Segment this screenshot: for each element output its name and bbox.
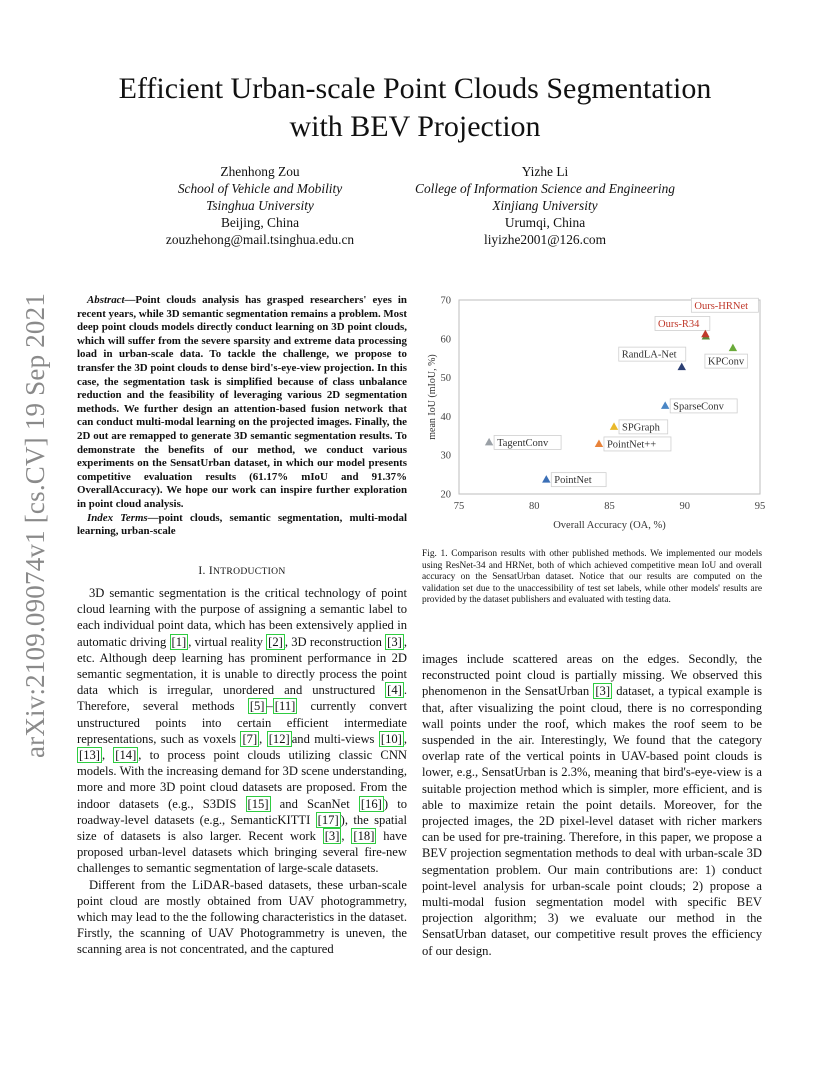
author-city: Urumqi, China — [504, 215, 586, 230]
section-first: I — [208, 565, 214, 577]
data-point-label — [551, 473, 606, 487]
data-point-marker — [595, 439, 603, 447]
intro-paragraph-3: images include scattered areas on the edges. Secondly, the reconstructed point cloud is partially missing. We observed this phenomenon in the SensatUrban [3] dataset, a typical example is that, after visualizing the point cloud, there is no corresponding wall points under the roof, which makes the roof seem to be suspended in the air. Interestingly, We found that the category overlap rate of the vertical points in UAV-based point clouds is lower, e.g., SensatUrban is 2.3%, meaning that bird's-eye-view is a suitable projection method which is simpler, more efficient, and is able to maximize retain the point details. Moreover, for the projected images, the 2D pixel-level dataset with richer markers can be used for pre-training. Therefore, in this paper, we propose a BEV projection segmentation methods to deal with urban-scale 3D segmentation problem. Our main contributions are: 1) conduct point-level analysis for urban-scale point clouds; 2) propose a multi-modal fusion segmentation model with specific BEV projection algorithm; 3) we evaluate our method in the SensatUrban dataset, our competitive result proves the efficiency of our design. — [422, 652, 762, 958]
data-point-label-text: SparseConv — [673, 401, 724, 413]
citation-link[interactable]: [10] — [380, 731, 402, 746]
data-point-label-text: Ours-HRNet — [694, 300, 749, 312]
citation-link[interactable]: [12] — [268, 731, 290, 746]
section-heading — [77, 565, 407, 577]
section-num: I. — [198, 565, 209, 577]
y-tick-label: 60 — [440, 334, 451, 346]
author-city: Beijing, China — [220, 215, 300, 230]
intro-paragraph-2: Different from the LiDAR-based datasets, these urban-scale point cloud are mostly obtained from UAV photogrammetry, which may lead to the the following characteristics in the dataset. Firstly, the scanning of UAV Photogrammetry is uneven, the scanning area is not concentrated, and the captured — [77, 877, 407, 957]
data-point-marker — [610, 422, 618, 430]
arxiv-sidebar — [20, 290, 52, 760]
citation-link[interactable]: [7] — [242, 731, 258, 746]
x-tick-label: 90 — [679, 501, 690, 512]
index-terms-lead: Index Terms — [87, 511, 148, 524]
data-point-label-text: RandLA-Net — [621, 349, 677, 361]
author-name: Zhenhong Zou — [220, 164, 300, 179]
data-point-label — [604, 437, 671, 451]
x-tick-label: 75 — [453, 501, 465, 512]
abstract-text: —Point clouds analysis has grasped researchers' eyes in recent years, while 3D semantic segmentation remains a problem. Most deep point clouds models directly conduct learning on 3D point clouds, which will suffer from the severe sparsity and extreme data processing load in urban-scale data. To tackle the challenge, we propose to transfer the 3D point clouds to dense bird's-eye-view projection. In this case, the segmentation task is simplified because of class unbalance reduction and the feasibility of leveraging various 2D segmentation methods. We further design an attention-based fusion network that can conduct multi-modal learning on the projected images. Finally, the 2D out are remapped to generate 3D semantic segmentation results. To demonstrate the benefits of our method, we conduct various experiments on the SensatUrban dataset, in which our model presents competitive evaluation results (61.17% mIoU and 91.37% OverallAccuracy). We hope our work can inspire further exploration in point cloud analysis. — [77, 294, 407, 510]
index-terms-text: —point clouds, semantic segmentation, multi-modal learning, urban-scale — [77, 511, 407, 538]
author-block-1 — [100, 163, 420, 248]
author-email: liyizhe2001@126.com — [483, 232, 607, 247]
data-point-label — [619, 347, 686, 361]
plot-area — [459, 300, 760, 494]
abstract — [77, 294, 407, 539]
y-tick-label: 30 — [440, 450, 451, 462]
citation-link[interactable]: [18] — [353, 829, 375, 844]
data-point-marker — [701, 330, 709, 338]
data-point-label-text: Ours-R34 — [658, 318, 700, 330]
citation-link[interactable]: [17] — [317, 812, 339, 827]
author-dept: School of Vehicle and Mobility — [177, 181, 343, 196]
intro-right-column — [422, 651, 762, 959]
intro-left-column — [77, 585, 407, 958]
citation-link[interactable]: [13] — [79, 748, 100, 763]
y-tick-label: 20 — [440, 489, 451, 501]
scatter-chart — [422, 292, 767, 537]
title-line-1: Efficient Urban-scale Point Clouds Segmentation — [118, 72, 712, 105]
data-point-label-text: PointNet++ — [606, 439, 657, 451]
data-point-label — [670, 399, 737, 413]
data-point-label-text: PointNet — [554, 475, 592, 487]
data-point-label — [691, 298, 758, 312]
paper-title — [60, 70, 770, 146]
title-line-2: with BEV Projection — [289, 110, 541, 143]
author-dept: College of Information Science and Engineering — [415, 181, 675, 196]
citation-link[interactable]: [3] — [595, 684, 611, 699]
y-tick-label: 40 — [440, 411, 451, 423]
data-point-marker — [661, 401, 669, 409]
citation-link[interactable]: [16] — [360, 796, 382, 811]
data-point-label — [705, 354, 748, 368]
citation-link[interactable]: [3] — [387, 634, 402, 649]
citation-link[interactable]: [15] — [247, 796, 269, 811]
abstract-lead: Abstract — [87, 294, 125, 306]
data-point-label-text: TagentConv — [497, 437, 549, 449]
x-tick-label: 80 — [529, 501, 540, 512]
data-point-marker — [729, 344, 737, 352]
data-point-marker — [678, 363, 686, 371]
citation-link[interactable]: [2] — [268, 634, 283, 649]
data-point-label — [655, 316, 710, 330]
author-name: Yizhe Li — [521, 164, 569, 179]
data-point-marker — [485, 438, 493, 446]
y-tick-label: 70 — [440, 295, 451, 307]
figure-caption: Fig. 1. Comparison results with other published methods. We implemented our models using ResNet-34 and HRNet, both of which achieved competitive mean IoU and overall accuracy on the SensatUrban dataset. Notice that our results are computed on the validation set due to the unaccessibility of test set labels, while other models' results are provided by the dataset publishers and evaluated with testing data. — [422, 549, 762, 606]
citation-link[interactable]: [5] — [249, 699, 265, 714]
data-point-label — [619, 420, 668, 434]
author-univ: Tsinghua University — [206, 198, 314, 213]
author-block-2 — [395, 163, 695, 248]
author-email: zouzhehong@mail.tsinghua.edu.cn — [165, 232, 355, 247]
citation-link[interactable]: [14] — [115, 748, 137, 763]
author-univ: Xinjiang University — [492, 198, 598, 213]
x-axis-label: Overall Accuracy (OA, %) — [553, 520, 666, 531]
citation-link[interactable]: [1] — [171, 634, 187, 649]
data-point-label-text: KPConv — [707, 356, 745, 368]
section-rest: NTRODUCTION — [213, 566, 286, 577]
figure-1 — [422, 292, 767, 537]
x-tick-label: 95 — [754, 501, 766, 512]
y-tick-label: 50 — [440, 373, 451, 385]
arxiv-id: arXiv:2109.09074v1 [cs.CV] 19 Sep 2021 — [20, 292, 51, 758]
y-axis-label: mean IoU (mIoU, %) — [427, 354, 438, 440]
x-tick-label: 85 — [604, 501, 615, 512]
citation-link[interactable]: [4] — [387, 683, 402, 698]
data-point-label-text: SPGraph — [622, 422, 660, 434]
data-point-marker — [542, 475, 550, 483]
data-point-label — [494, 435, 561, 449]
citation-link[interactable]: [11] — [274, 699, 296, 714]
citation-link[interactable]: [3] — [324, 829, 340, 844]
intro-paragraph-1: 3D semantic segmentation is the critical technology of point cloud learning with the purpose of assigning a semantic label to each individual point data, which has been extensively applied in automatic driving [1] , virtual reality [2] , 3D reconstruction [3] , etc. Although deep learning has prominent performance in 2D semantic segmentation, it is unable to directly process the point data which is irregular, unordered and unstructured [4] . Therefore, several methods [5] – [11] currently convert unstructured points into certain efficient intermediate representations, such as voxels [7] , [12] and multi-views [10] , [13] , [14] , to process point clouds utilizing classic CNN models. With the increasing demand for 3D scene understanding, more and more 3D point cloud datasets are proposed. From the indoor datasets (e.g., S3DIS [15] and ScanNet [16] ) to roadway-level datasets (e.g., SemanticKITTI [17] ), the spatial size of datasets is also larger. Recent work [3] , [18] have proposed urban-level datasets which bringing several fire-new challenges to semantic segmentation of large-scale datasets. — [77, 586, 408, 876]
